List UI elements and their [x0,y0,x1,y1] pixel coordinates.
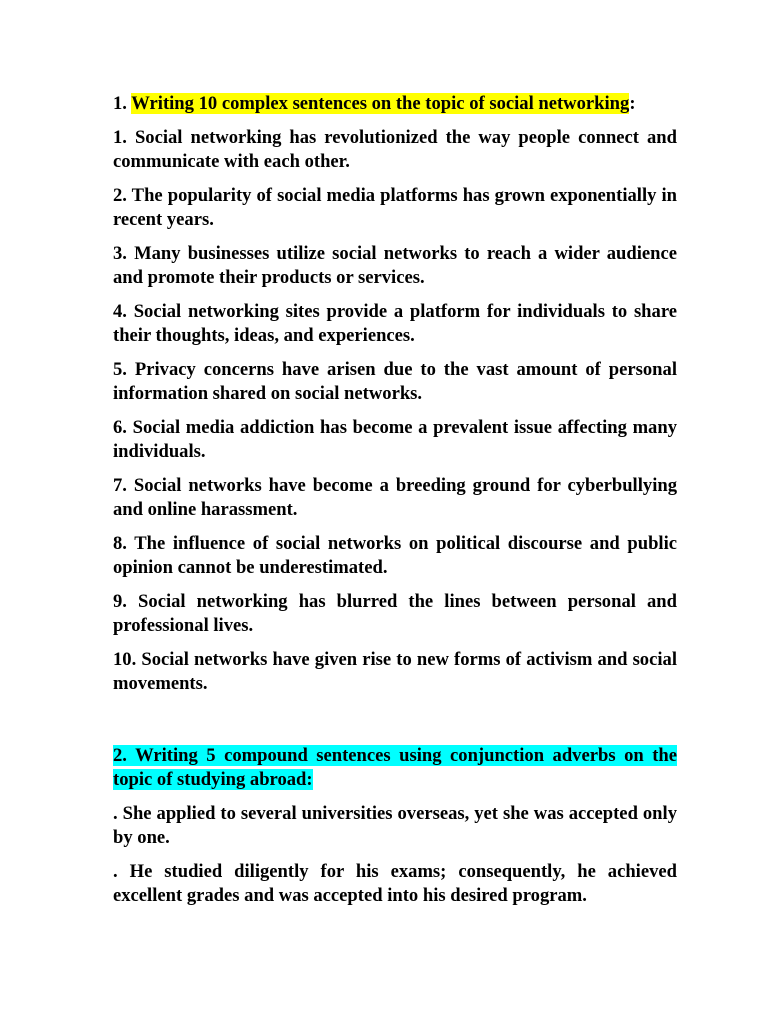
section2-heading [113,744,677,792]
sentence-10: 10. Social networks have given rise to new forms of activism and social movements. [113,649,677,694]
sentence-8: 8. The influence of social networks on political discourse and public opinion cannot be underestimated. [113,533,677,578]
sentence-4: 4. Social networking sites provide a platform for individuals to share their thoughts, ideas, and experiences. [113,301,677,346]
compound-sentence-1: . She applied to several universities overseas, yet she was accepted only by one. [113,803,677,848]
section1-heading [113,92,677,116]
sentence-2: 2. The popularity of social media platforms has grown exponentially in recent years. [113,185,677,230]
section1-heading-suffix: : [629,93,636,114]
section-spacer [113,706,677,744]
section1-number: 1. [113,93,132,114]
sentence-6: 6. Social media addiction has become a prevalent issue affecting many individuals. [113,417,677,462]
sentence-5: 5. Privacy concerns have arisen due to the vast amount of personal information shared on social networks. [113,359,677,404]
sentence-3: 3. Many businesses utilize social networks to reach a wider audience and promote their products or services. [113,243,677,288]
sentence-1: 1. Social networking has revolutionized the way people connect and communicate with each other. [113,127,677,172]
sentence-7: 7. Social networks have become a breeding ground for cyberbullying and online harassment. [113,475,677,520]
sentence-9: 9. Social networking has blurred the lines between personal and professional lives. [113,591,677,636]
compound-sentence-2: . He studied diligently for his exams; consequently, he achieved excellent grades and was accepted into his desired program. [113,861,677,906]
section2-heading-text: 2. Writing 5 compound sentences using conjunction adverbs on the topic of studying abroad: [113,745,677,790]
document-page [113,92,677,918]
section1-heading-text: Writing 10 complex sentences on the topic of social networking [131,93,630,114]
